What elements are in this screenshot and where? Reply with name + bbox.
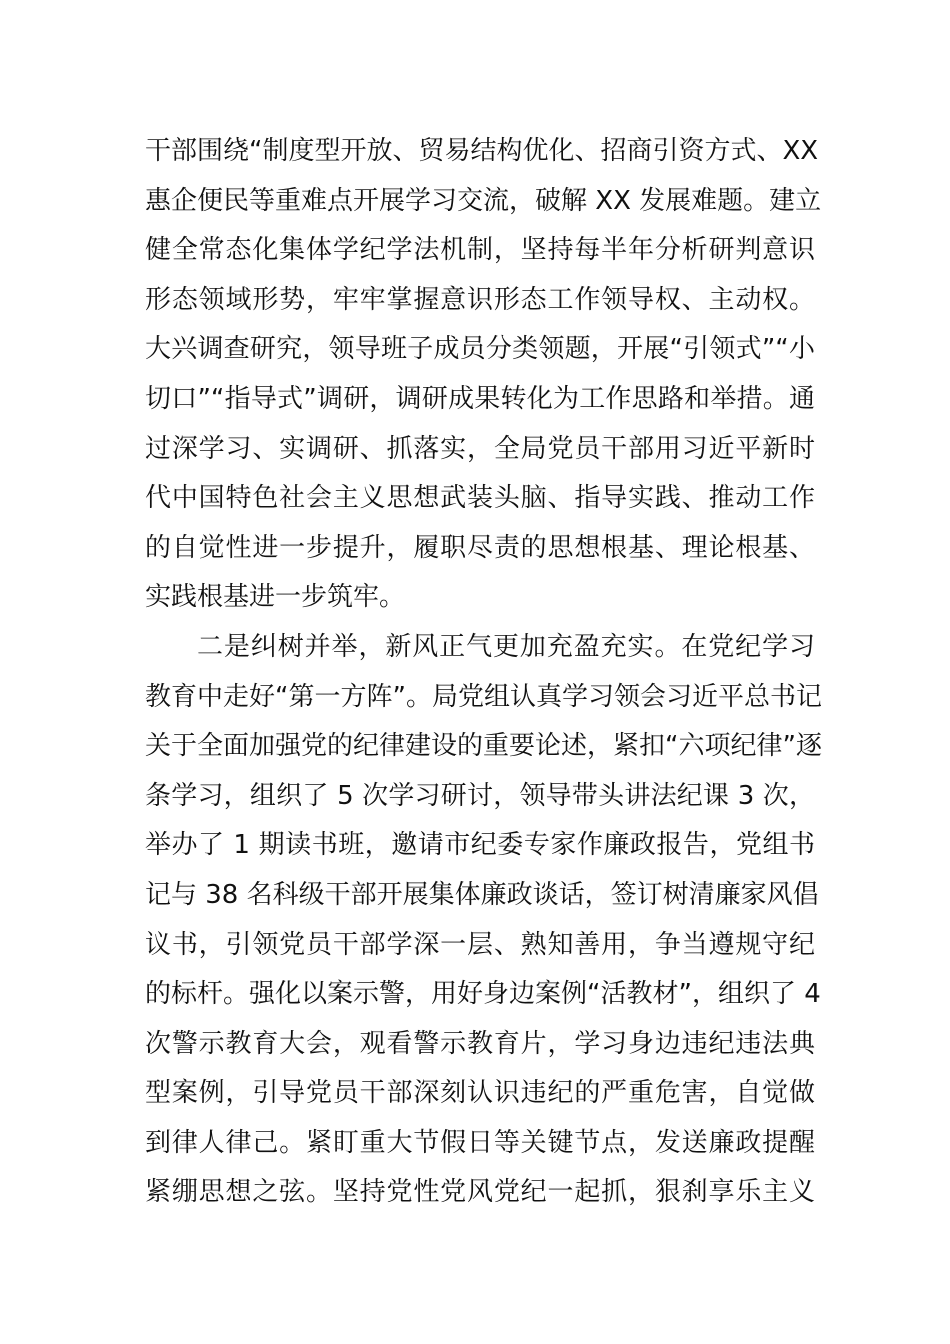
paragraph-line: 的标杆。强化以案示警，用好身边案例“活教材”，组织了 4 xyxy=(145,979,821,1010)
paragraph-line: 议书，引领党员干部学深一层、熟知善用，争当遵规守纪 xyxy=(145,929,815,960)
paragraph-line: 的自觉性进一步提升，履职尽责的思想根基、理论根基、 xyxy=(145,532,815,563)
paragraph-line: 惠企便民等重难点开展学习交流，破解 XX 发展难题。建立 xyxy=(145,185,822,216)
paragraph-line: 代中国特色社会主义思想武装头脑、指导实践、推动工作 xyxy=(145,483,815,514)
paragraph-line: 大兴调查研究，领导班子成员分类领题，开展“引领式”“小 xyxy=(145,334,815,365)
paragraph-line: 举办了 1 期读书班，邀请市纪委专家作廉政报告，党组书 xyxy=(145,830,815,861)
paragraph-line: 教育中走好“第一方阵”。局党组认真学习领会习近平总书记 xyxy=(145,681,822,712)
paragraph-line: 到律人律己。紧盯重大节假日等关键节点，发送廉政提醒 xyxy=(145,1127,815,1158)
paragraph-line: 过深学习、实调研、抓落实，全局党员干部用习近平新时 xyxy=(145,433,815,464)
paragraph-2 xyxy=(145,623,822,1218)
paragraph-line: 健全常态化集体学纪学法机制，坚持每半年分析研判意识 xyxy=(145,235,815,266)
paragraph-line: 形态领域形势，牢牢掌握意识形态工作领导权、主动权。 xyxy=(145,284,815,315)
paragraph-line: 紧绷思想之弦。坚持党性党风党纪一起抓，狠刹享乐主义 xyxy=(145,1177,815,1208)
paragraph-line: 干部围绕“制度型开放、贸易结构优化、招商引资方式、XX xyxy=(145,136,819,166)
paragraph-1 xyxy=(145,127,822,623)
paragraph-line: 实践根基进一步筑牢。 xyxy=(145,582,406,613)
paragraph-line: 关于全面加强党的纪律建设的重要论述，紧扣“六项纪律”逐 xyxy=(145,731,822,762)
document-body xyxy=(145,127,822,1218)
paragraph-line: 二是纠树并举，新风正气更加充盈充实。在党纪学习 xyxy=(197,631,815,662)
paragraph-line: 型案例，引导党员干部深刻认识违纪的严重危害，自觉做 xyxy=(145,1078,815,1109)
paragraph-line: 记与 38 名科级干部开展集体廉政谈话，签订树清廉家风倡 xyxy=(145,879,819,910)
paragraph-line: 切口”“指导式”调研，调研成果转化为工作思路和举措。通 xyxy=(145,383,815,414)
paragraph-line: 次警示教育大会，观看警示教育片，学习身边违纪违法典 xyxy=(145,1028,815,1059)
paragraph-line: 条学习，组织了 5 次学习研讨，领导带头讲法纪课 3 次， xyxy=(145,780,815,811)
